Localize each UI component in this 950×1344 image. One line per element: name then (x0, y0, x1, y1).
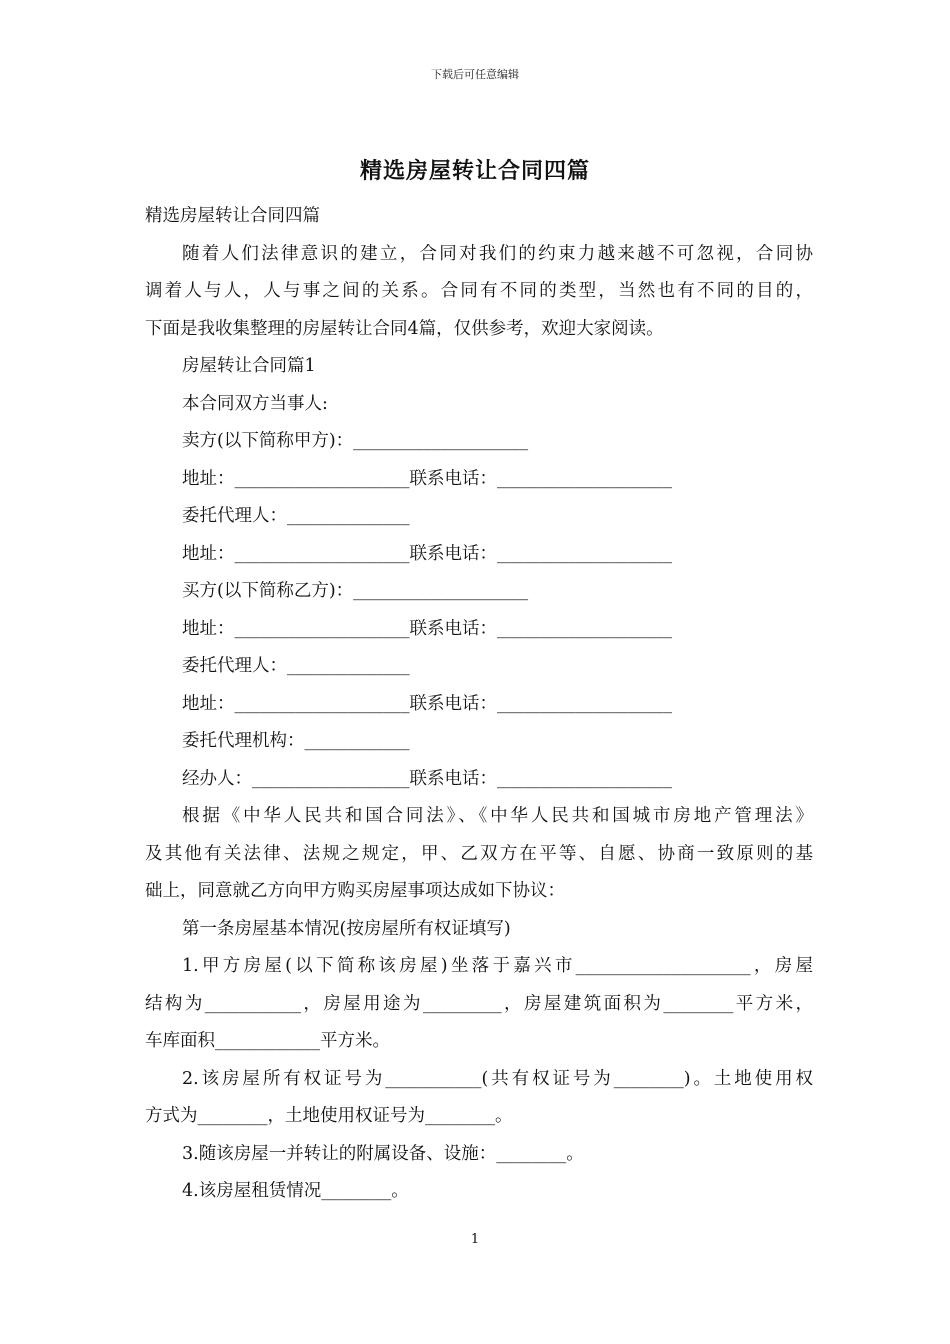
text-line: 精选房屋转让合同四篇 (145, 206, 320, 226)
text-line: 4.该房屋租赁情况________。 (182, 1181, 409, 1201)
document-body (145, 198, 813, 1211)
text-line: 调着人与人，人与事之间的关系。合同有不同的类型，当然也有不同的目的， (145, 281, 813, 301)
text-line: 地址：____________________联系电话：____________________ (182, 618, 672, 639)
text-line: 根据《中华人民共和国合同法》、《中华人民共和国城市房地产管理法》 (182, 806, 813, 826)
text-line: 1.甲方房屋(以下简称该房屋)坐落于嘉兴市____________________，房屋 (182, 956, 813, 976)
text-line: 第一条房屋基本情况(按房屋所有权证填写) (182, 918, 511, 939)
text-line: 委托代理机构：____________ (182, 731, 410, 751)
text-line: 础上，同意就乙方向甲方购买房屋事项达成如下协议： (145, 881, 565, 901)
text-line: 下面是我收集整理的房屋转让合同4篇，仅供参考，欢迎大家阅读。 (145, 318, 664, 339)
text-line: 车库面积____________平方米。 (145, 1031, 390, 1051)
text-line: 买方(以下简称乙方)：____________________ (182, 581, 529, 601)
page-header: 下载后可任意编辑 (431, 68, 519, 81)
text-line: 2.该房屋所有权证号为___________(共有权证号为________)。土地使用权 (182, 1068, 813, 1089)
text-line: 结构为___________，房屋用途为_________，房屋建筑面积为________平方米， (145, 993, 813, 1014)
text-line: 房屋转让合同篇1 (182, 356, 316, 376)
text-line: 方式为________，土地使用权证号为________。 (145, 1106, 513, 1126)
page-number: 1 (470, 1232, 480, 1247)
text-line: 地址：____________________联系电话：____________________ (182, 543, 672, 564)
text-line: 及其他有关法律、法规之规定，甲、乙双方在平等、自愿、协商一致原则的基 (145, 843, 813, 864)
text-line: 地址：____________________联系电话：____________________ (182, 468, 672, 489)
text-line: 卖方(以下简称甲方)：____________________ (182, 431, 529, 451)
text-line: 本合同双方当事人: (182, 393, 328, 414)
document-title: 精选房屋转让合同四篇 (359, 158, 590, 184)
text-line: 委托代理人：______________ (182, 506, 410, 526)
text-line: 随着人们法律意识的建立，合同对我们的约束力越来越不可忽视，合同协 (182, 243, 813, 264)
text-line: 3.随该房屋一并转让的附属设备、设施：________。 (182, 1143, 584, 1164)
text-line: 地址：____________________联系电话：____________________ (182, 693, 672, 714)
text-line: 经办人：__________________联系电话：____________________ (182, 768, 672, 789)
text-line: 委托代理人：______________ (182, 656, 410, 676)
